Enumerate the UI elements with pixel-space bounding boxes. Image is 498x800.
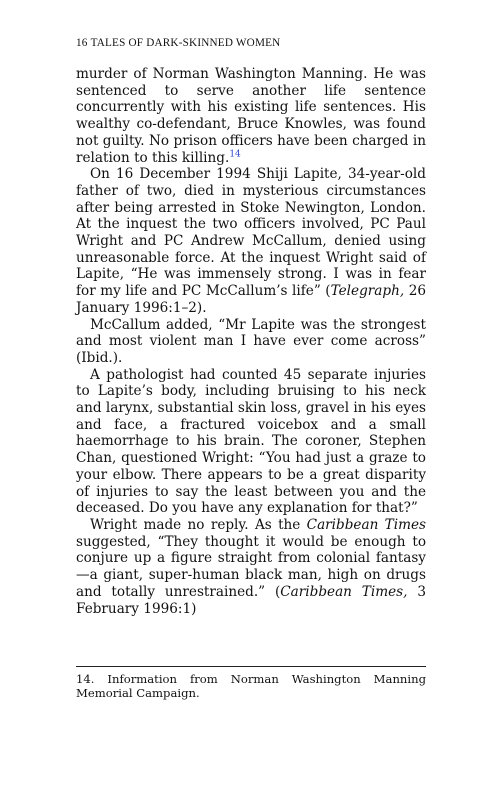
paragraph-text: On 16 December 1994 Shiji Lapite, 34-year-old father of two, died in mysterious circumstances after being arrested in Stoke Newington, London. At the inquest the two officers involved, PC Paul Wright and PC Andrew McCallum, denied using unreasonable force. At the inquest Wright said of Lapite, “He was immensely strong. I was in fear for my life and PC McCallum’s life” ( xyxy=(76,166,426,300)
footnote-divider xyxy=(76,666,426,667)
running-title: TALES OF DARK-SKINNED WOMEN xyxy=(90,37,281,49)
page-number: 16 xyxy=(76,37,88,49)
source-title: Caribbean Times xyxy=(306,516,426,533)
paragraph-text: McCallum added, “Mr Lapite was the strongest and most violent man I have ever come across” (Ibid.). xyxy=(76,316,426,366)
source-title: Telegraph, xyxy=(330,283,405,300)
paragraph-caribbean-times xyxy=(76,517,426,617)
body-text xyxy=(76,66,426,617)
footnote-14: 14. Information from Norman Washington Manning Memorial Campaign. xyxy=(76,672,426,700)
footnote-reference[interactable]: 14 xyxy=(229,148,241,159)
citation-text: 26 January 1996:1–2). xyxy=(76,283,426,316)
paragraph-lapite-death xyxy=(76,166,426,316)
paragraph-continuation xyxy=(76,66,426,166)
paragraph-text: A pathologist had counted 45 separate injuries to Lapite’s body, including bruising to his neck and larynx, substantial skin loss, gravel in his eyes and face, a fractured voicebox and a small haemorrhage to his brain. The coroner, Stephen Chan, questioned Wright: “You had just a graze to your elbow. There appears to be a great disparity of injuries to say the least between you and the deceased. Do you have any explanation for that?” xyxy=(76,366,426,517)
paragraph-text: murder of Norman Washington Manning. He was sentenced to serve another life sentence concurrently with his existing life sentences. His wealthy co-defendant, Bruce Knowles, was found not guilty. No prison officers have been charged in relation to this killing. xyxy=(76,66,426,166)
paragraph-pathologist xyxy=(76,367,426,517)
running-head xyxy=(76,37,280,49)
paragraph-mccallum-quote xyxy=(76,317,426,367)
paragraph-text: Wright made no reply. As the xyxy=(90,516,307,533)
citation-text: 3 February 1996:1) xyxy=(76,583,426,617)
paragraph-text: suggested, “They thought it would be enough to conjure up a figure straight from colonial fantasy —a giant, super-human black man, high on drugs and totally unrestrained.” ( xyxy=(76,533,426,600)
source-title: Caribbean Times, xyxy=(280,583,408,600)
